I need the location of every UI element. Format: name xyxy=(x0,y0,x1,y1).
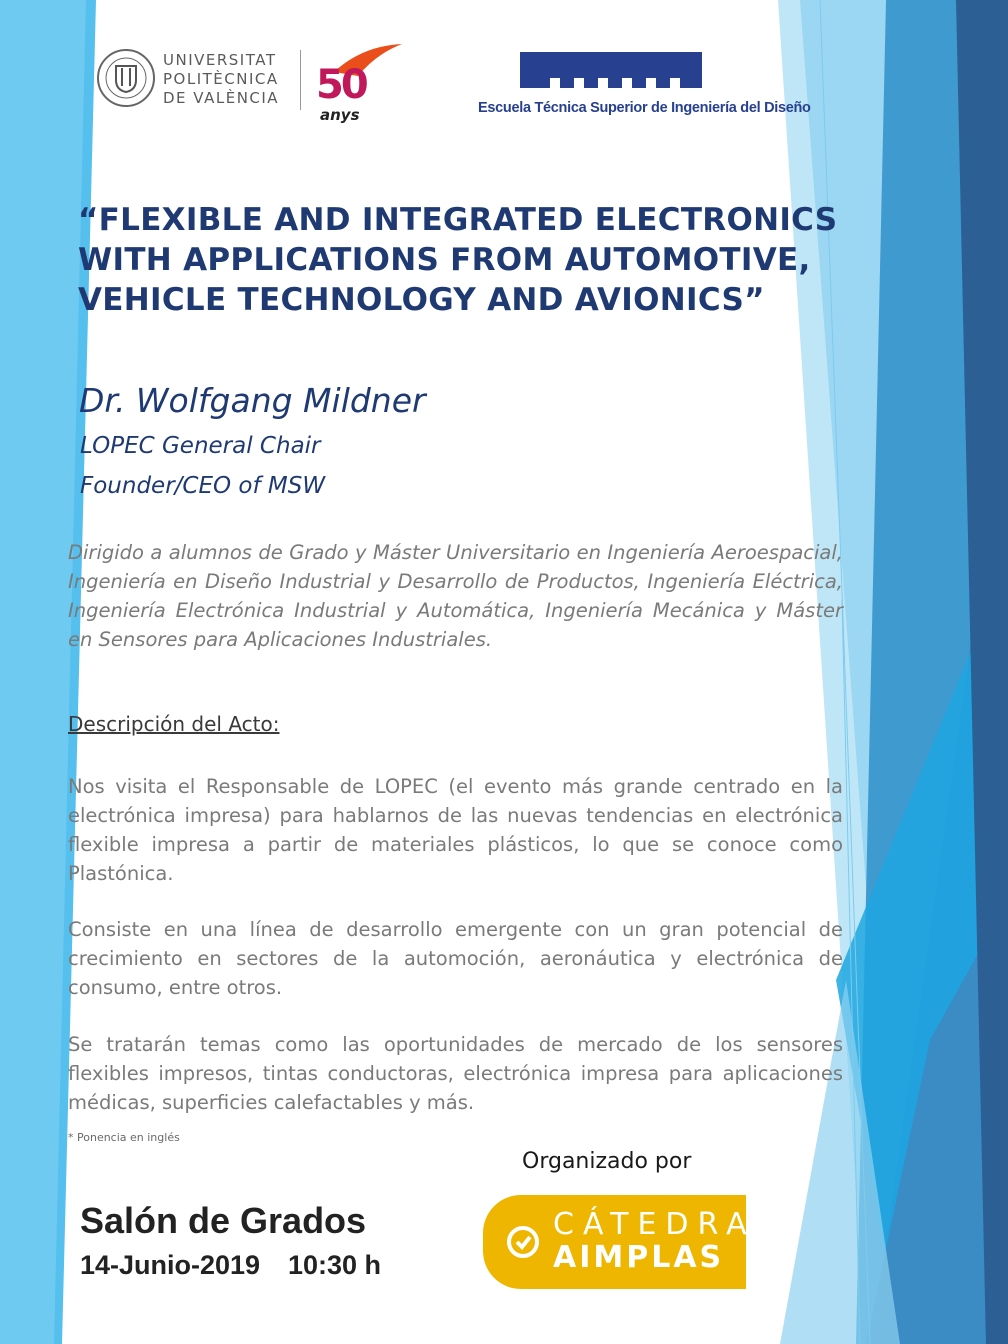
organizer-label: Organizado por xyxy=(522,1149,692,1174)
etsid-logo xyxy=(478,50,811,122)
audience-text: Dirigido a alumnos de Grado y Máster Universitario en Ingeniería Aeroespacial, Ingeniería en Diseño Industrial y Desarrollo de Productos, Ingeniería Eléctrica, Ingeniería Electrónica Industrial y Automática, Ingeniería Mecánica y Máster en Sensores para Aplicaciones Industriales. xyxy=(68,541,843,651)
aimplas-line1: CÁTEDRA xyxy=(553,1207,756,1242)
aimplas-line2: AIMPLAS xyxy=(553,1240,725,1275)
upv-name-line3: DE VALÈNCIA xyxy=(163,89,280,107)
aimplas-icon xyxy=(505,1224,541,1260)
speaker-name: Dr. Wolfgang Mildner xyxy=(79,381,426,420)
speaker-role-2: Founder/CEO of MSW xyxy=(80,473,326,499)
venue-place: Salón de Grados xyxy=(80,1200,367,1241)
anniversary-logo xyxy=(314,42,404,128)
title-line1: “FLEXIBLE AND INTEGRATED ELECTRONICS xyxy=(78,202,838,238)
description-paragraph-2: Consiste en una línea de desarrollo emergente con un gran potencial de crecimiento en sectores de la automoción, aeronáutica y electrónica de consumo, entre otros. xyxy=(68,918,843,999)
description-paragraph-1: Nos visita el Responsable de LOPEC (el evento más grande centrado en la electrónica impresa) para hablarnos de las nuevas tendencias en electrónica flexible impresa a partir de materiales plásticos, lo que se conoce como Plastónica. xyxy=(68,775,843,885)
etsid-name: Escuela Técnica Superior de Ingeniería del Diseño xyxy=(478,100,811,116)
anniversary-number: 50 xyxy=(316,62,366,108)
anniversary-word: anys xyxy=(320,106,360,124)
description-heading: Descripción del Acto: xyxy=(68,712,280,736)
title-line3: VEHICLE TECHNOLOGY AND AVIONICS” xyxy=(78,282,765,318)
description-paragraph-3: Se tratarán temas como las oportunidades de mercado de los sensores flexibles impresos, tintas conductoras, electrónica impresa para aplicaciones médicas, superficies calefactables y más. xyxy=(68,1033,843,1114)
etsid-emblem xyxy=(520,52,702,88)
upv-logo xyxy=(96,46,286,110)
language-note: * Ponencia en inglés xyxy=(68,1131,180,1144)
title-line2: WITH APPLICATIONS FROM AUTOMOTIVE, xyxy=(78,242,811,278)
upv-seal-icon xyxy=(96,48,156,108)
upv-name-line1: UNIVERSITAT xyxy=(163,51,277,69)
talk-title xyxy=(78,200,838,320)
speaker-role-1: LOPEC General Chair xyxy=(80,433,321,459)
upv-name-line2: POLITÈCNICA xyxy=(163,70,279,88)
logo-divider xyxy=(300,50,301,110)
venue-date: 14-Junio-2019 xyxy=(80,1250,261,1280)
aimplas-logo xyxy=(483,1195,756,1289)
venue-time: 10:30 h xyxy=(288,1250,382,1280)
